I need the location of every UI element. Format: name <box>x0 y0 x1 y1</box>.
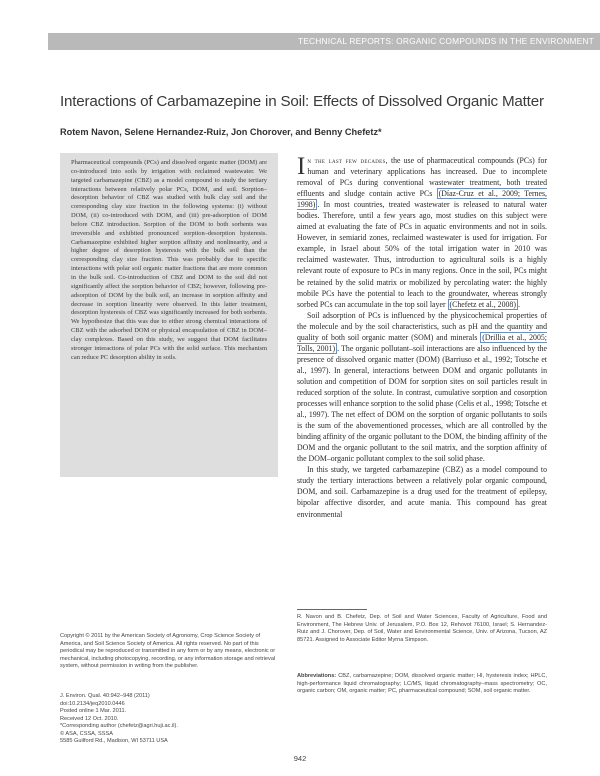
citation-link[interactable]: (Chefetz et al., 2008) <box>449 299 516 309</box>
posted-date: Posted online 1 Mar. 2011. <box>60 708 127 714</box>
author-list: Rotem Navon, Selene Hernandez-Ruiz, Jon Chorover, and Benny Chefetz* <box>60 127 382 137</box>
abbreviations <box>297 673 547 696</box>
paragraph-text: . The organic pollutant–soil interactions are also influenced by the presence of dissolved organic matter (DOM) (Barriuso et al., 1992; Totsche et al., 1997). In general, interactions between DOM and organic pollutants in solution and competition of DOM for sorption sites on soil particles result in reduced sorption of the solute. In contrast, cumulative sorption and cosorption processes will enhance sorption to the solid phase (Celis et al., 1998; Totsche et al., 1997). The net effect of DOM on the sorption of organic pollutants to soils is the sum of the abovementioned processes, which are all controlled by the binding affinity of the organic pollutant to the DOM, the binding affinity of the DOM and the organic pollutant to the soil matrix, and the sorption affinity of the DOM–organic pollutant complex to the soil solid phase. <box>297 343 547 464</box>
paragraph-text: . In most countries, treated wastewater is released to natural water bodies. Therefore, until a few years ago, most studies on this subject were aimed at evaluating the fate of PCs in aquatic environments and not in soils. However, in semiarid zones, reclaimed wastewater is used for irrigation. For example, in Israel about 50% of the total irrigation water in 2010 was reclaimed wastewater. Thus, introduction to agricultural soils is a highly relevant route of exposure to PCs in many regions. Once in the soil, PCs might be retained by the solid matrix or mobilized by percolating water: the highly mobile PCs have the potential to leach to the groundwater, whereas strongly sorbed PCs can accumulate in the top soil layer <box>297 200 547 309</box>
publication-metadata <box>60 693 282 746</box>
author-affiliations: R. Navon and B. Chefetz, Dep. of Soil and Water Sciences, Faculty of Agriculture, Food and Environment, The Hebrew Univ. of Jerusalem, P.O. Box 12, Rehovot 76100, Israel; S. Hernandez-Ruiz and J. Chorover, Dep. of Soil, Water and Environmental Science, Univ. of Arizona, Tucson, AZ 85721. Assigned to Associate Editor Myrna Simpson. <box>297 614 547 643</box>
paragraph-text: the use of pharmaceutical compounds (PCs) for human and veterinary applications has increased. Due to incomplete removal of PCs during conventional wastewater treatment, both treated effluents and sludge contain active PCs <box>297 156 547 199</box>
society-copyright: © ASA, CSSA, SSSA <box>60 730 113 737</box>
copyright-text: Copyright © 2011 by the American Society of Agronomy, Crop Science Society of America, and Soil Science Society of America. All rights reserved. No part of this periodical may be reproduced or transmitted in any form or by any means, electronic or mechanical, including photocopying, recording, or any information storage and retrieval system, without permission in writing from the publisher. <box>60 633 276 669</box>
lead-in: n the last few decades, <box>307 156 388 165</box>
paragraph-intro <box>297 155 547 310</box>
corresponding-author: *Corresponding author (chefetz@agri.huji.ac.il). <box>60 723 178 729</box>
copyright-notice <box>60 633 282 671</box>
drop-cap: I <box>297 153 306 180</box>
abbreviations-text: CBZ, carbamazepine; DOM, dissolved organic matter; HI, hysteresis index; HPLC, high-performance liquid chromatography; LC/MS, liquid chromatography–mass spectrometry; OC, organic carbon; OM, organic matter; PC, pharmaceutical compound; SOM, soil organic matter. <box>297 673 547 694</box>
page-number: 942 <box>293 754 307 763</box>
abstract-text: Pharmaceutical compounds (PCs) and dissolved organic matter (DOM) are co-introduced into soils by irrigation with reclaimed wastewater. We targeted carbamazepine (CBZ) as a model compound to study the tertiary interactions between relatively polar PCs, DOM, and soil. Sorption–desorption behavior of CBZ was studied with bulk clay soil and the corresponding clay size fraction in the following systems: (i) without DOM, (ii) co-introduced with DOM, and (iii) pre-adsorption of DOM before CBZ introduction. Sorption of the DOM to both sorbents was irreversible and exhibited pronounced sorption–desorption hysteresis. Carbamazepine exhibited higher sorption affinity and nonlinearity, and a higher degree of desorption hysteresis with the bulk soil than the corresponding clay size fraction. This was probably due to specific interactions with polar soil organic matter fractions that are more common in the bulk soil. Co-introduction of CBZ and DOM to the soil did not significantly affect the sorption behavior of CBZ; however, following pre-adsorption of DOM by the bulk soil, an increase in sorption affinity and decrease in sorption linearity were observed. In this latter treatment, desorption hysteresis of CBZ was significantly increased for both sorbents. We hypothesize that this was due to either strong chemical interactions of CBZ with the adsorbed DOM or physical encapsulation of CBZ in DOM–clay complexes. Based on this study, we suggest that DOM facilitates stronger interactions of polar PCs with the solid surface. This mechanism can reduce PC desorption ability in soils. <box>71 159 267 361</box>
section-banner <box>48 33 600 50</box>
received-date: Received 12 Oct. 2010. <box>60 715 119 722</box>
doi[interactable]: doi:10.2134/jeq2010.0446 <box>60 700 125 707</box>
citation-link[interactable]: (Díaz-Cruz et al., 2009; Ternes, 1998) <box>297 189 547 210</box>
citation-link[interactable]: (Drillia et al., 2005; Tolls, 2001) <box>297 332 547 353</box>
paragraph-soil-adsorption <box>297 310 547 465</box>
paragraph-text: . <box>517 299 520 309</box>
article-title: Interactions of Carbamazepine in Soil: Effects of Dissolved Organic Matter <box>60 93 544 110</box>
body-text <box>297 155 547 520</box>
section-label: TECHNICAL REPORTS: ORGANIC COMPOUNDS IN THE ENVIRONMENT <box>297 36 594 46</box>
publisher-address: 5585 Guilford Rd., Madison, WI 53711 USA <box>60 738 168 744</box>
journal-citation: J. Environ. Qual. 40:942–948 (2011) <box>60 693 150 699</box>
footnote-divider <box>297 609 367 610</box>
abbreviations-label: Abbreviations: <box>297 673 337 679</box>
paragraph-text: Soil adsorption of PCs is influenced by the physicochemical properties of the molecule and by the soil characteristics, such as pH and the quantity and quality of both soil organic matter (SOM) and minerals <box>297 310 547 342</box>
abstract-box <box>60 153 278 477</box>
paragraph-study: In this study, we targeted carbamazepine (CBZ) as a model compound to study the tertiary interactions between a relatively polar organic compound, DOM, and soil. Carbamazepine is a drug used for the treatment of epilepsy, bipolar affective disorder, and acute mania. This compound has great environmental <box>297 465 547 519</box>
